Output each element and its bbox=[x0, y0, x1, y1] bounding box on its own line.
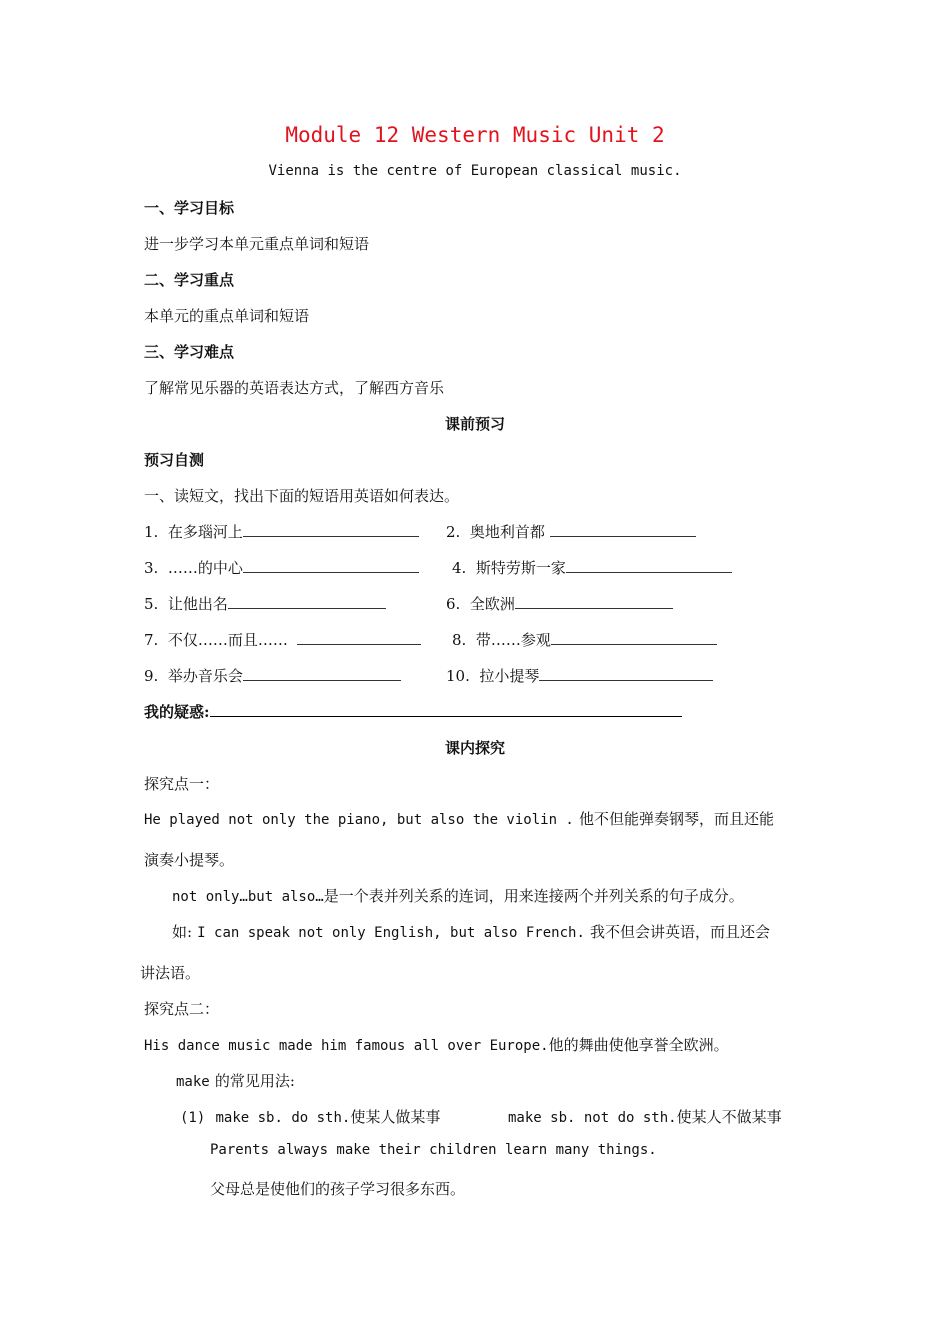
answer-blank[interactable] bbox=[243, 666, 401, 681]
answer-blank[interactable] bbox=[228, 594, 386, 609]
section-difficulties-text: 了解常见乐器的英语表达方式，了解西方音乐 bbox=[144, 379, 445, 397]
list-item: 10. 拉小提琴 bbox=[446, 665, 713, 686]
section-keypoints-heading: 二、学习重点 bbox=[144, 271, 235, 289]
make-usage-one: (1) make sb. do sth.使某人做某事 bbox=[180, 1108, 441, 1126]
list-item: 1. 在多瑙河上 bbox=[144, 521, 419, 542]
list-item: 2. 奥地利首都 bbox=[446, 521, 696, 542]
question-row bbox=[144, 701, 682, 722]
list-item: 9. 举办音乐会 bbox=[144, 665, 401, 686]
section-goals-heading: 一、学习目标 bbox=[144, 199, 235, 217]
make-usage-one-example-en: Parents always make their children learn many things. bbox=[210, 1142, 657, 1158]
point-one-note: not only…but also…是一个表并列关系的连词，用来连接两个并列关系的句子成分。 bbox=[172, 887, 744, 905]
section-difficulties-heading: 三、学习难点 bbox=[144, 343, 235, 361]
answer-blank[interactable] bbox=[515, 594, 673, 609]
answer-blank[interactable] bbox=[566, 558, 732, 573]
section-keypoints-text: 本单元的重点单词和短语 bbox=[144, 307, 310, 325]
list-item: 4. 斯特劳斯一家 bbox=[452, 557, 732, 578]
preview-instruction: 一、读短文，找出下面的短语用英语如何表达。 bbox=[144, 487, 460, 505]
list-item: 7. 不仅……而且…… bbox=[144, 629, 421, 650]
answer-blank[interactable] bbox=[297, 630, 421, 645]
question-answer-line[interactable] bbox=[210, 702, 682, 717]
question-label: 我的疑惑: bbox=[144, 703, 210, 721]
make-usage-one-example-cn: 父母总是使他们的孩子学习很多东西。 bbox=[210, 1180, 466, 1198]
explore-heading: 课内探究 bbox=[444, 739, 505, 757]
answer-blank[interactable] bbox=[550, 522, 696, 537]
list-item: 3. ……的中心 bbox=[144, 557, 419, 578]
point-one-example-cont: 讲法语。 bbox=[140, 964, 201, 982]
point-two-sentence: His dance music made him famous all over Europe.他的舞曲使他享誉全欧洲。 bbox=[144, 1036, 729, 1054]
preview-subheading: 预习自测 bbox=[144, 451, 205, 469]
section-goals-text: 进一步学习本单元重点单词和短语 bbox=[144, 235, 370, 253]
page-title: Module 12 Western Music Unit 2 bbox=[285, 123, 665, 147]
answer-blank[interactable] bbox=[243, 522, 419, 537]
point-one-label: 探究点一： bbox=[144, 775, 220, 793]
answer-blank[interactable] bbox=[551, 630, 717, 645]
point-one-example: 如: I can speak not only English, but also French. 我不但会讲英语，而且还会 bbox=[172, 923, 770, 941]
point-one-sentence-cont: 演奏小提琴。 bbox=[144, 851, 235, 869]
list-item: 5. 让他出名 bbox=[144, 593, 386, 614]
preview-heading: 课前预习 bbox=[444, 415, 505, 433]
make-usage-heading: make 的常见用法: bbox=[176, 1072, 295, 1090]
list-item: 6. 全欧洲 bbox=[446, 593, 673, 614]
point-one-sentence: He played not only the piano, but also the violin . 他不但能弹奏钢琴，而且还能 bbox=[144, 810, 774, 828]
answer-blank[interactable] bbox=[539, 666, 713, 681]
make-usage-one-negative: make sb. not do sth.使某人不做某事 bbox=[508, 1108, 782, 1126]
page-subtitle: Vienna is the centre of European classical music. bbox=[268, 163, 682, 179]
answer-blank[interactable] bbox=[243, 558, 419, 573]
list-item: 8. 带……参观 bbox=[452, 629, 717, 650]
point-two-label: 探究点二： bbox=[144, 1000, 220, 1018]
